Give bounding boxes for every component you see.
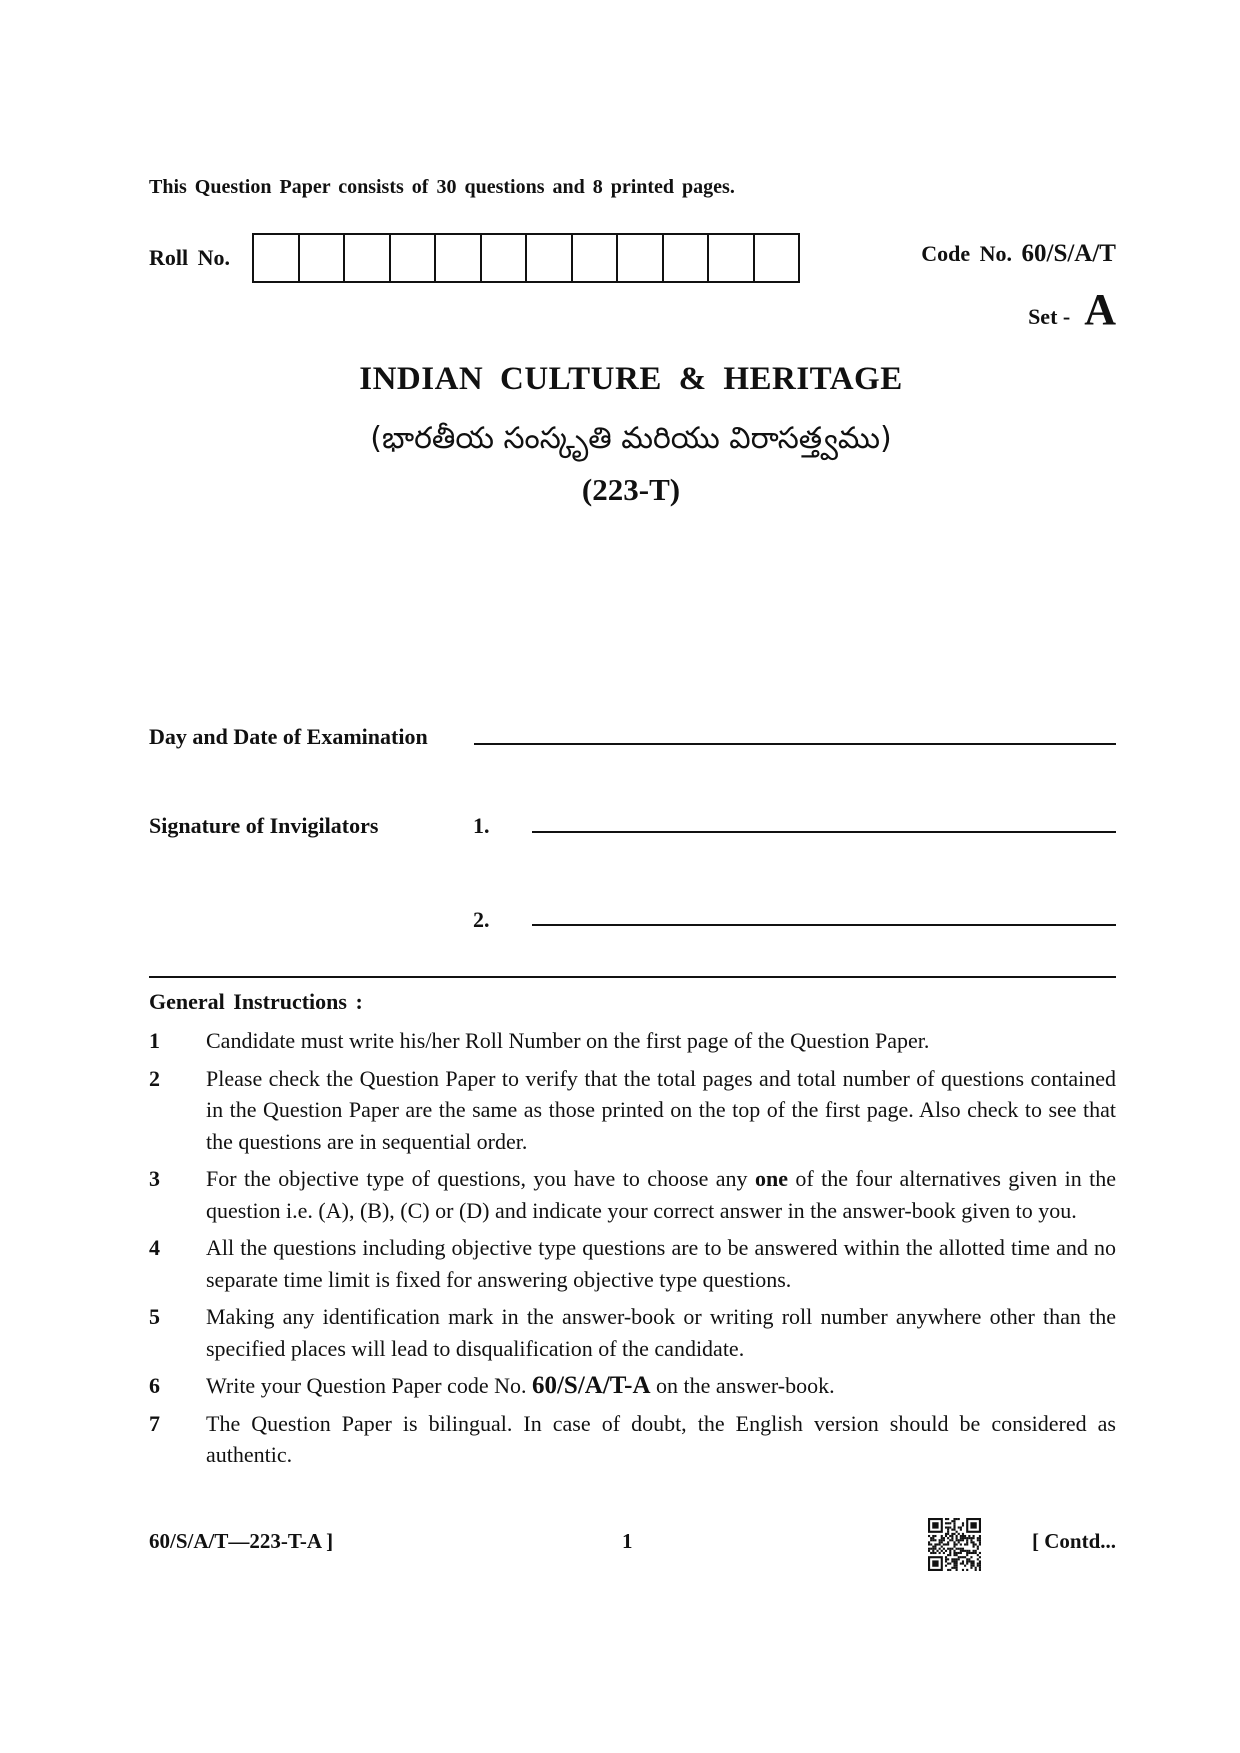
instruction-item — [149, 1063, 1116, 1158]
roll-digit-box[interactable] — [753, 235, 799, 281]
instruction-text: Candidate must write his/her Roll Number on the first page of the Question Paper. — [206, 1028, 930, 1053]
code-number — [921, 240, 1116, 268]
instruction-item — [149, 1370, 1116, 1402]
instruction-text-part: For the objective type of questions, you have to choose any — [206, 1166, 755, 1191]
footer-code: 60/S/A/T—223-T-A ] — [149, 1529, 334, 1553]
instruction-text — [206, 1163, 1116, 1226]
instruction-number: 5 — [149, 1304, 160, 1329]
signature-2-number: 2. — [473, 907, 490, 932]
signature-2-field[interactable] — [532, 924, 1116, 926]
instruction-text-part: of the four alternatives given in the question i.e. (A), (B), (C) or (D) and indicate your correct answer in the answer-book given to you. — [206, 1166, 1116, 1223]
roll-number-label: Roll No. — [149, 245, 230, 270]
roll-digit-box[interactable] — [662, 235, 708, 281]
roll-digit-box[interactable] — [571, 235, 617, 281]
instruction-emphasis: one — [754, 1166, 788, 1191]
instruction-number: 7 — [149, 1410, 160, 1436]
qr-code-icon — [928, 1518, 981, 1571]
section-divider — [149, 976, 1116, 978]
instruction-emphasis: 60/S/A/T-A — [531, 1372, 651, 1399]
instruction-text-part: Write your Question Paper code No. — [206, 1373, 532, 1398]
instruction-item — [149, 1301, 1116, 1364]
instruction-text — [206, 1370, 1116, 1402]
instruction-text: The Question Paper is bilingual. In case of doubt, the English version should be considered as authentic. — [206, 1410, 1116, 1467]
exam-date-label: Day and Date of Examination — [149, 724, 428, 749]
instruction-number: 6 — [149, 1373, 160, 1398]
instruction-text-part: on the answer-book. — [650, 1373, 835, 1398]
course-code: (223-T) — [581, 472, 681, 507]
signature-1-field[interactable] — [532, 831, 1116, 833]
instruction-number: 4 — [149, 1235, 160, 1260]
instruction-number: 2 — [149, 1065, 160, 1091]
instruction-text: All the questions including objective type questions are to be answered within the allotted time and no separate time limit is fixed for answering objective type questions. — [206, 1235, 1116, 1292]
roll-digit-box[interactable] — [480, 235, 526, 281]
code-value: 60/S/A/T — [1021, 240, 1116, 267]
continued-label: [ Contd... — [1031, 1529, 1116, 1553]
paper-title: INDIAN CULTURE & HERITAGE — [359, 361, 903, 397]
instruction-text: Please check the Question Paper to verify that the total pages and total number of questions contained in the Question Paper are the same as those printed on the top of the first page. Also check to see that the questions are in sequential order. — [206, 1065, 1116, 1154]
signature-1-number: 1. — [473, 813, 490, 838]
instruction-item — [149, 1232, 1116, 1295]
set-value: A — [1084, 285, 1116, 334]
instructions-list — [149, 1025, 1116, 1477]
invigilator-signature-label: Signature of Invigilators — [149, 813, 379, 838]
code-label: Code No. — [921, 241, 1013, 266]
roll-digit-box[interactable] — [343, 235, 389, 281]
instruction-number: 3 — [149, 1166, 160, 1191]
page-number: 1 — [622, 1529, 633, 1553]
roll-digit-box[interactable] — [389, 235, 435, 281]
paper-info: This Question Paper consists of 30 questions and 8 printed pages. — [149, 176, 735, 198]
instruction-number: 1 — [149, 1028, 160, 1053]
roll-digit-box[interactable] — [434, 235, 480, 281]
instruction-item — [149, 1408, 1116, 1471]
roll-digit-box[interactable] — [707, 235, 753, 281]
exam-date-field[interactable] — [474, 743, 1116, 745]
paper-title-telugu: (భారతీయ సంస్కృతి మరియు విరాసత్త్వము) — [370, 421, 892, 456]
roll-number-boxes[interactable] — [252, 233, 800, 283]
set-indicator — [1028, 284, 1116, 335]
set-label: Set - — [1028, 304, 1071, 329]
instruction-item — [149, 1025, 1116, 1057]
roll-digit-box[interactable] — [616, 235, 662, 281]
roll-digit-box[interactable] — [525, 235, 571, 281]
roll-digit-box[interactable] — [254, 235, 298, 281]
roll-digit-box[interactable] — [298, 235, 344, 281]
instruction-item — [149, 1163, 1116, 1226]
instructions-heading: General Instructions : — [149, 989, 363, 1014]
instruction-text: Making any identification mark in the answer-book or writing roll number anywhere other than the specified places will lead to disqualification of the candidate. — [206, 1304, 1116, 1361]
